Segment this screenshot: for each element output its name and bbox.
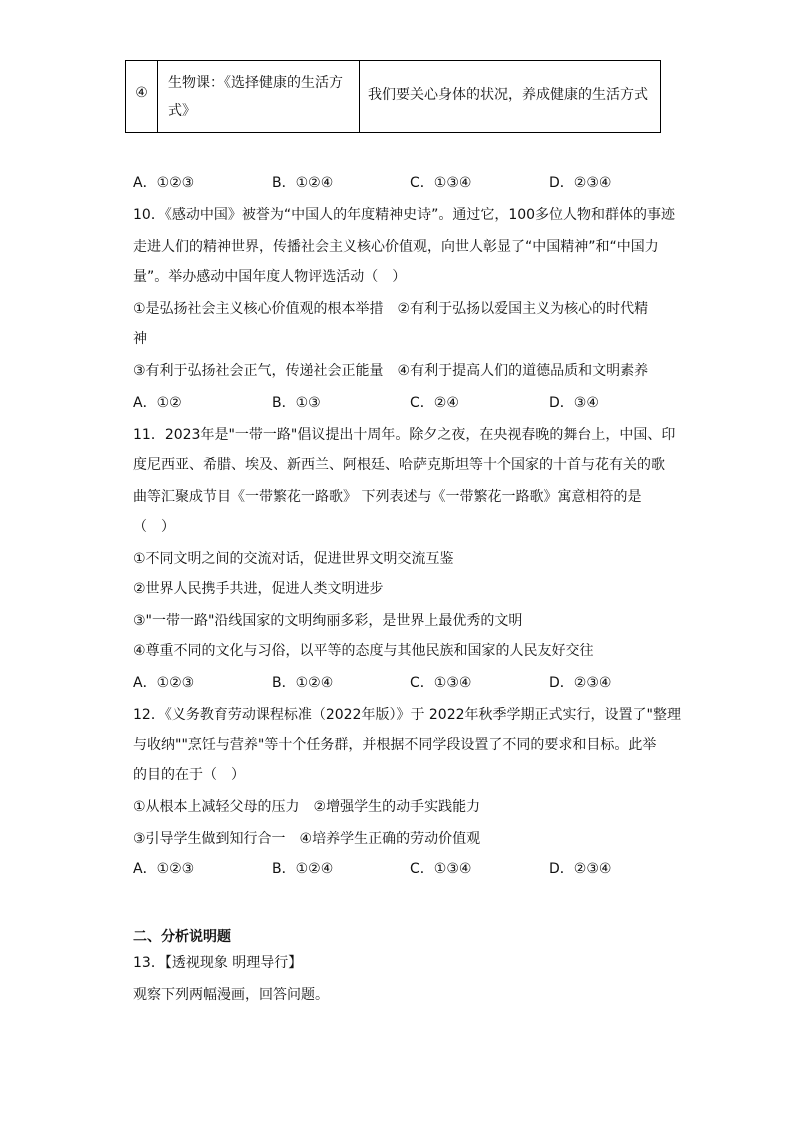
q12-line-5: ③引导学生做到知行合一 ④培养学生正确的劳动价值观 — [133, 831, 481, 847]
q12-line-3: 的目的在于（ ） — [133, 767, 245, 783]
q12-line-4: ①从根本上减轻父母的压力 ②增强学生的动手实践能力 — [133, 799, 481, 815]
q10-option-b: B．①③ — [272, 395, 321, 411]
table-row — [126, 61, 661, 133]
q11-line-2: 度尼西亚、希腊、埃及、新西兰、阿根廷、哈萨克斯坦等十个国家的十首与花有关的歌 — [133, 457, 665, 473]
q13-title: 13．【透视现象 明理导行】 — [133, 955, 303, 971]
course-cell: 生物课：《选择健康的生活方式》 — [158, 61, 360, 133]
q11-line-8: ④尊重不同的文化与习俗，以平等的态度与其他民族和国家的人民友好交往 — [133, 643, 594, 659]
q11-line-4: （ ） — [133, 519, 175, 535]
conclusion-cell: 我们要关心身体的状况，养成健康的生活方式 — [360, 61, 661, 133]
q9-option-b: B．①②④ — [272, 175, 334, 191]
q11-line-1: 11．2023年是"一带一路"倡议提出十周年。除夕之夜，在央视春晚的舞台上，中国、印 — [133, 427, 676, 443]
q11-line-3: 曲等汇聚成节目《一带繁花一路歌》 下列表述与《一带繁花一路歌》寓意相符的是 — [133, 489, 642, 505]
q10-line-5: 神 — [133, 331, 147, 347]
q10-option-d: D．③④ — [549, 395, 599, 411]
q10-line-4: ①是弘扬社会主义核心价值观的根本举措 ②有利于弘扬以爱国主义为核心的时代精 — [133, 301, 649, 317]
q12-option-c: C．①③④ — [410, 861, 472, 877]
q10-line-6: ③有利于弘扬社会正气，传递社会正能量 ④有利于提高人们的道德品质和文明素养 — [133, 363, 649, 379]
q11-option-c: C．①③④ — [410, 675, 472, 691]
q12-line-2: 与收纳""烹饪与营养"等十个任务群，并根据不同学段设置了不同的要求和目标。此举 — [133, 737, 657, 753]
q12-option-d: D．②③④ — [549, 861, 612, 877]
q10-line-3: 量”。举办感动中国年度人物评选活动（ ） — [133, 269, 407, 285]
row-number-cell: ④ — [126, 61, 158, 133]
q12-line-1: 12．《义务教育劳动课程标准（2022年版）》于 2022年秋季学期正式实行，设置了"整理 — [133, 707, 681, 723]
section-heading: 二、分析说明题 — [133, 929, 231, 945]
q11-line-6: ②世界人民携手共进，促进人类文明进步 — [133, 581, 384, 597]
activity-table — [125, 60, 661, 133]
q11-option-a: A．①②③ — [133, 675, 195, 691]
q11-option-b: B．①②④ — [272, 675, 334, 691]
q11-option-d: D．②③④ — [549, 675, 612, 691]
q10-option-c: C．②④ — [410, 395, 459, 411]
q12-option-b: B．①②④ — [272, 861, 334, 877]
q9-option-c: C．①③④ — [410, 175, 472, 191]
q12-option-a: A．①②③ — [133, 861, 195, 877]
q11-line-5: ①不同文明之间的交流对话，促进世界文明交流互鉴 — [133, 551, 454, 567]
q9-option-a: A．①②③ — [133, 175, 195, 191]
q10-line-2: 走进人们的精神世界，传播社会主义核心价值观，向世人彰显了“中国精神”和“中国力 — [133, 239, 659, 255]
q9-option-d: D．②③④ — [549, 175, 612, 191]
q10-line-1: 10．《感动中国》被誉为“中国人的年度精神史诗”。通过它，100多位人物和群体的事迹 — [133, 207, 676, 223]
q10-option-a: A．①② — [133, 395, 182, 411]
q11-line-7: ③"一带一路"沿线国家的文明绚丽多彩，是世界上最优秀的文明 — [133, 613, 523, 629]
q13-prompt: 观察下列两幅漫画，回答问题。 — [133, 987, 329, 1003]
